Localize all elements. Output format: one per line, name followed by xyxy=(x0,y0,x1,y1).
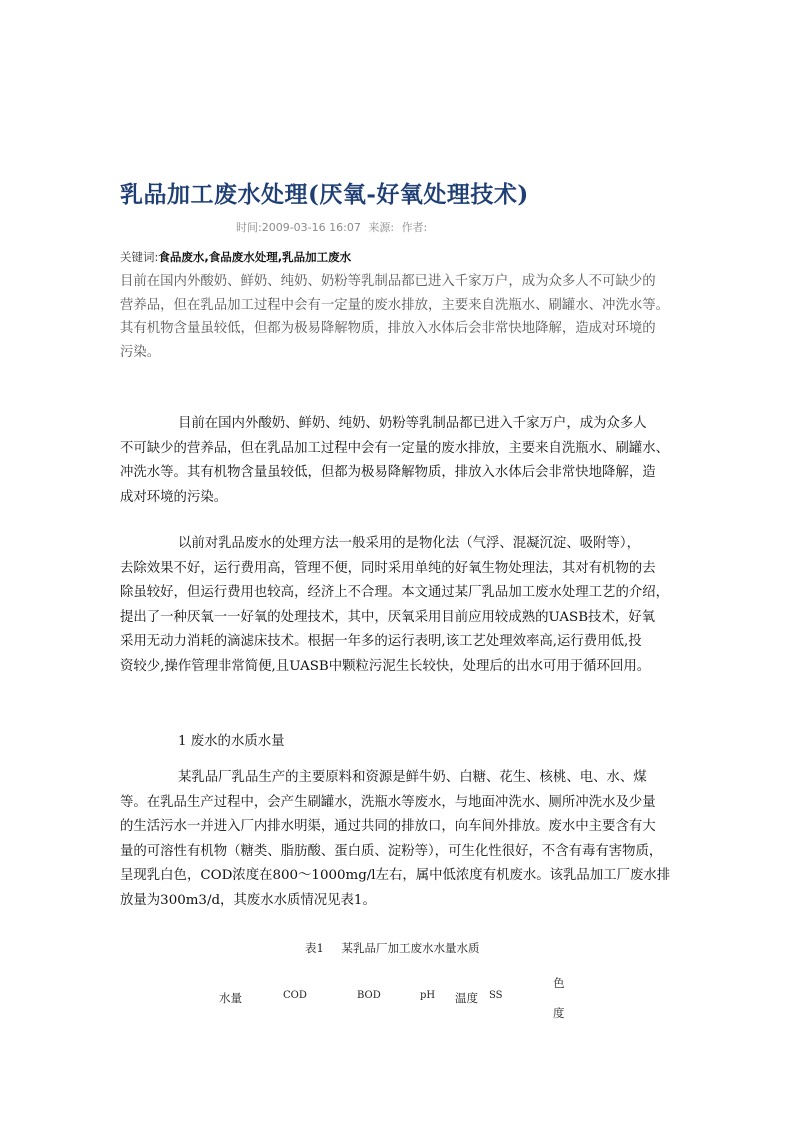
paragraph-line: 采用无动力消耗的滴滤床技术。根据一年多的运行表明,该工艺处理效率高,运行费用低,投 xyxy=(120,634,642,649)
keywords-label: 关键词: xyxy=(120,250,159,264)
paragraph-line: 某乳品厂乳品生产的主要原料和资源是鲜牛奶、白糖、花生、核桃、电、水、煤 xyxy=(178,770,647,785)
body-paragraph xyxy=(120,532,680,679)
paragraph-line: 去除效果不好，运行费用高，管理不便，同时采用单纯的好氧生物处理法，其对有机物的去 xyxy=(120,560,656,576)
summary-line: 其有机物含量虽较低，但都为极易降解物质，排放入水体后会非常快地降解，造成对环境的 xyxy=(120,321,656,337)
table-header-cell: COD xyxy=(283,990,307,1001)
table-header-cell: 温度 xyxy=(455,991,478,1005)
table-header-cell: 色 xyxy=(553,976,565,990)
author-label: 作者: xyxy=(401,221,428,234)
article-meta xyxy=(236,219,431,235)
paragraph-line: 呈现乳白色，COD浓度在800～1000mg/l左右，属中低浓度有机废水。该乳品加工厂废水排 xyxy=(120,868,671,883)
paragraph-line: 冲洗水等。其有机物含量虽较低，但都为极易降解物质，排放入水体后会非常快地降解，造 xyxy=(120,465,656,480)
table-header-cell: 度 xyxy=(553,1006,565,1020)
table-header-cell: SS xyxy=(489,990,503,1001)
paragraph-line: 除虽较好，但运行费用也较高，经济上不合理。本文通过某厂乳品加工废水处理工艺的介绍， xyxy=(120,585,670,600)
paragraph-line: 资较少,操作管理非常简便,且UASB中颗粒污泥生长较快，处理后的出水可用于循环回用。 xyxy=(120,658,651,674)
summary-line: 目前在国内外酸奶、鲜奶、纯奶、奶粉等乳制品都已进入千家万户，成为众多人不可缺少的 xyxy=(120,274,656,289)
summary-block xyxy=(120,270,680,364)
paragraph-line: 放量为300m3/d，其废水水质情况见表1。 xyxy=(120,892,376,908)
keywords-values[interactable]: 食品废水,食品废水处理,乳品加工废水 xyxy=(158,250,352,264)
publish-time: 时间:2009-03-16 16:07 xyxy=(236,221,361,234)
table-title: 某乳品厂加工废水水量水质 xyxy=(341,941,480,955)
summary-line: 污染。 xyxy=(120,344,161,360)
summary-line: 营养品，但在乳品加工过程中会有一定量的废水排放，主要来自洗瓶水、刷罐水、冲洗水等。 xyxy=(120,297,670,313)
paragraph-line: 不可缺少的营养品，但在乳品加工过程中会有一定量的废水排放，主要来自洗瓶水、刷罐水、 xyxy=(120,440,670,456)
table-number: 表1 xyxy=(305,941,324,955)
body-paragraph xyxy=(120,766,680,913)
paragraph-line: 等。在乳品生产过程中，会产生刷罐水，洗瓶水等废水，与地面冲洗水、厕所冲洗水及少量 xyxy=(120,794,656,810)
paragraph-line: 成对环境的污染。 xyxy=(120,489,228,505)
paragraph-line: 量的可溶性有机物（糖类、脂肪酸、蛋白质、淀粉等），可生化性很好，不含有毒有害物质， xyxy=(120,843,663,859)
article-title: 乳品加工废水处理(厌氧-好氧处理技术) xyxy=(120,181,529,208)
table-header-cell: pH xyxy=(420,990,436,1001)
paragraph-line: 目前在国内外酸奶、鲜奶、纯奶、奶粉等乳制品都已进入千家万户，成为众多人 xyxy=(178,416,647,431)
source-label: 来源: xyxy=(368,221,395,234)
paragraph-line: 提出了一种厌氧一一好氧的处理技术，其中，厌氧采用目前应用较成熟的UASB技术，好氧 xyxy=(120,609,656,625)
table-header-cell: 水量 xyxy=(219,991,242,1005)
paragraph-line: 以前对乳品废水的处理方法一般采用的是物化法（气浮、混凝沉淀、吸附等）， xyxy=(178,536,640,551)
section-heading: 1 废水的水质水量 xyxy=(178,734,285,749)
table-caption xyxy=(305,940,493,956)
table-header-cell: BOD xyxy=(357,990,381,1001)
body-paragraph xyxy=(120,412,680,510)
paragraph-line: 的生活污水一并进入厂内排水明渠，通过共同的排放口，向车间外排放。废水中主要含有大 xyxy=(120,819,656,834)
keywords-line xyxy=(120,249,351,265)
